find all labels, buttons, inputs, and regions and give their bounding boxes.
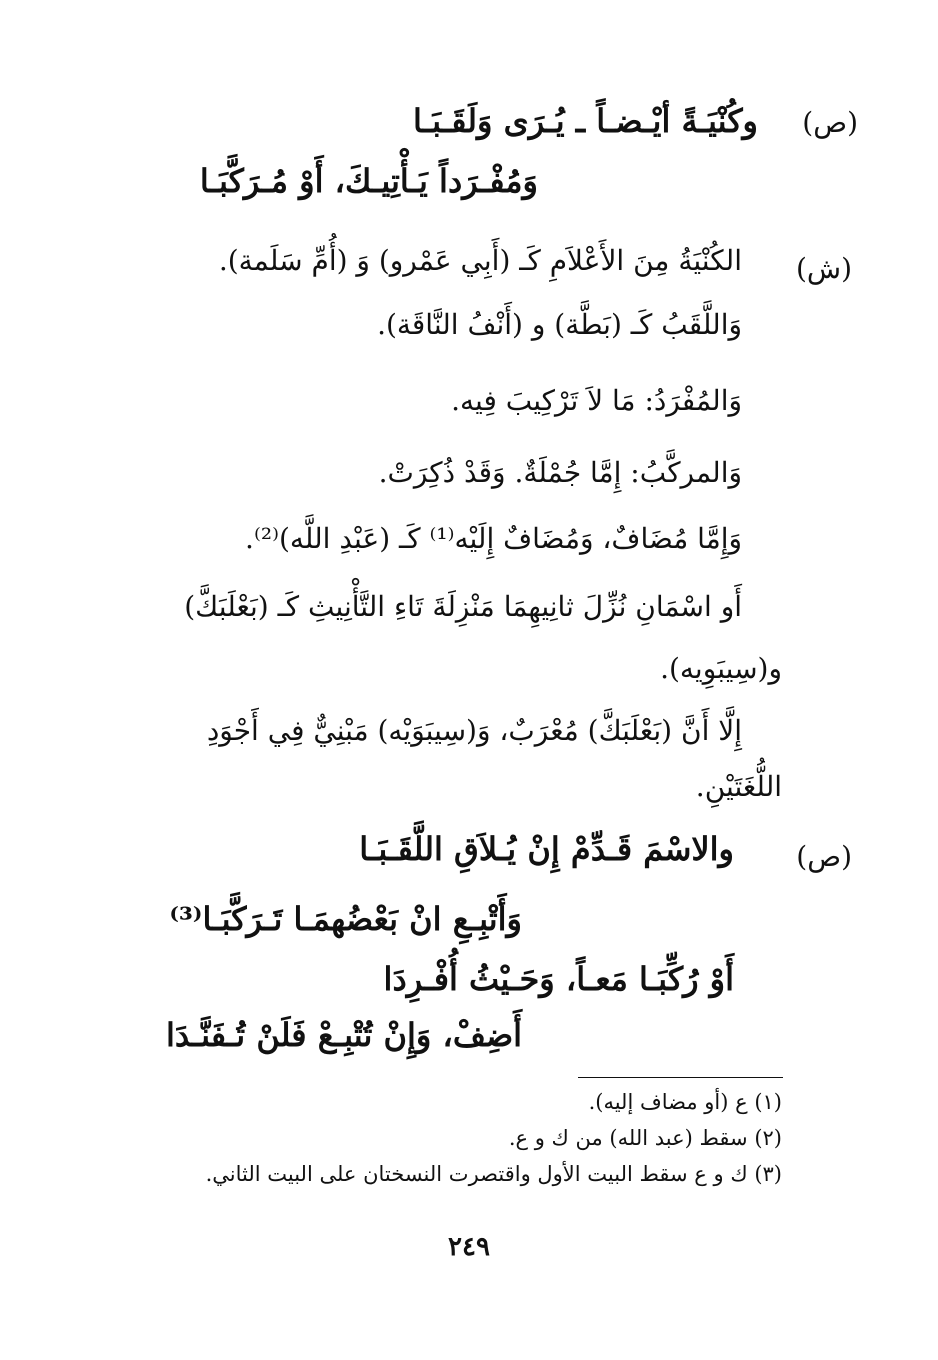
footnote-separator [578,1077,783,1078]
commentary-line: أَو اسْمَانِ نُزِّلَ ثانِيهِمَا مَنْزِلَةَ تَاءِ التَّأْنِيثِ كَـ (بَعْلَبَكَّ) [184,590,742,623]
section-marker-commentary: (ش) [795,252,852,285]
commentary-line: و(سِيبَوِيه). [660,652,782,685]
commentary-line: وَالمُفْرَدُ: مَا لاَ تَرْكِيبَ فِيه. [451,384,742,417]
commentary-line: الكُنْيَةُ مِنَ الأَعْلاَمِ كَـ (أَبِي عَمْرو) وَ (أُمِّ سَلَمة). [218,244,742,277]
page-number: ٢٤٩ [448,1232,490,1262]
footnote: (١) ع (أو مضاف إليه). [588,1090,782,1114]
commentary-line: اللُّغَتَيْنِ. [695,770,782,803]
footnote: (٣) ك و ع سقط البيت الأول واقتصرت النسختان على البيت الثاني. [205,1162,782,1186]
footnote: (٢) سقط (عبد الله) من ك و ع. [508,1126,782,1150]
verse-line: وَمُفْـرَداً يَـأْتِيـكَ، أَوْ مُـرَكَّبَـا [199,162,538,200]
verse-line: أَضِفْ، وَإِنْ تُتْبِـعْ فَلَنْ تُـفَنَّـدَا [166,1016,522,1054]
verse-line: وَأَتْبِـعِ انْ بَعْضُهمَـا تَـرَكَّبَـا⁽³⁾ [169,900,522,938]
verse-line: وكُنْيَـةً أيْـضـاً ـ يُـرَى وَلَقَـبَـا [412,102,758,140]
commentary-line: وَاللَّقَبُ كَـ (بَطَّة) و (أَنْفُ النَّاقَة). [377,308,742,341]
section-marker-verse: (ص) [796,840,852,873]
verse-line: والاسْمَ قَـدِّمْ إِنْ يُـلاَقِ اللَّقَـبَـا [359,830,734,868]
commentary-line: إِلَّا أَنَّ (بَعْلَبَكَّ) مُعْرَبٌ، وَ(سِيبَوَيْه) مَبْنِيٌّ فِي أَجْوَدِ [206,714,742,747]
commentary-line: وَإِمَّا مُضَافٌ، وَمُضَافٌ إِلَيْه⁽¹⁾ كَـ (عَبْدِ اللَّه)⁽²⁾. [245,522,742,555]
commentary-line: وَالمركَّبُ: إِمَّا جُمْلَةٌ. وَقَدْ ذُكِرَتْ. [378,456,742,489]
verse-line: أَوْ رُكِّبَـا مَعـاً، وَحَـيْثُ أُفْـرِدَا [383,960,734,998]
section-marker-verse: (ص) [802,106,858,139]
